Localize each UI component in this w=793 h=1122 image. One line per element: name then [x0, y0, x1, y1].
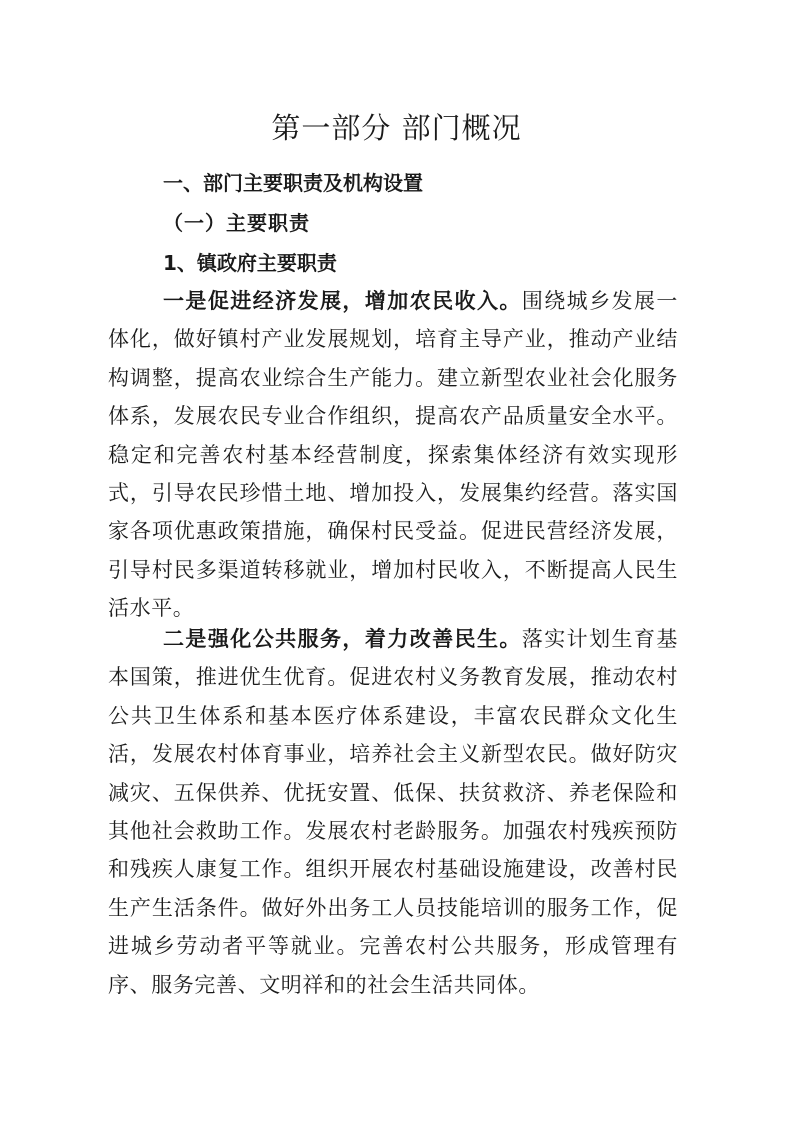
section-heading: 一、部门主要职责及机构设置 — [163, 171, 423, 195]
subsection-heading: （一）主要职责 — [163, 211, 310, 235]
paragraph-lead: 二是强化公共服务，着力改善民生。 — [163, 627, 522, 651]
paragraph-lead: 一是促进经济发展，增加农民收入。 — [163, 289, 522, 313]
paragraph-economy — [108, 282, 678, 628]
page-title: 第一部分 部门概况 — [271, 111, 522, 145]
paragraph-body: 落实计划生育基本国策，推进优生优育。促进农村义务教育发展，推动农村公共卫生体系和基本医疗体系建设，丰富农民群众文化生活，发展农村体育事业，培养社会主义新型农民。做好防灾减灾、五保供养、优抚安置、低保、扶贫救济、养老保险和其他社会救助工作。发展农村老龄服务。加强农村残疾预防和残疾人康复工作。组织开展农村基础设施建设，改善村民生产生活条件。做好外出务工人员技能培训的服务工作，促进城乡劳动者平等就业。完善农村公共服务，形成管理有序、服务完善、文明祥和的社会生活共同体。 — [108, 627, 678, 997]
paragraph-body: 围绕城乡发展一体化，做好镇村产业发展规划，培育主导产业，推动产业结构调整，提高农业综合生产能力。建立新型农业社会化服务体系，发展农民专业合作组织，提高农产品质量安全水平。稳定和完善农村基本经营制度，探索集体经济有效实现形式，引导农民珍惜土地、增加投入，发展集约经营。落实国家各项优惠政策措施，确保村民受益。促进民营经济发展，引导村民多渠道转移就业，增加村民收入，不断提高人民生活水平。 — [108, 289, 678, 621]
paragraph-public-service — [108, 620, 678, 1004]
subsubsection-heading: 1、镇政府主要职责 — [163, 251, 337, 275]
